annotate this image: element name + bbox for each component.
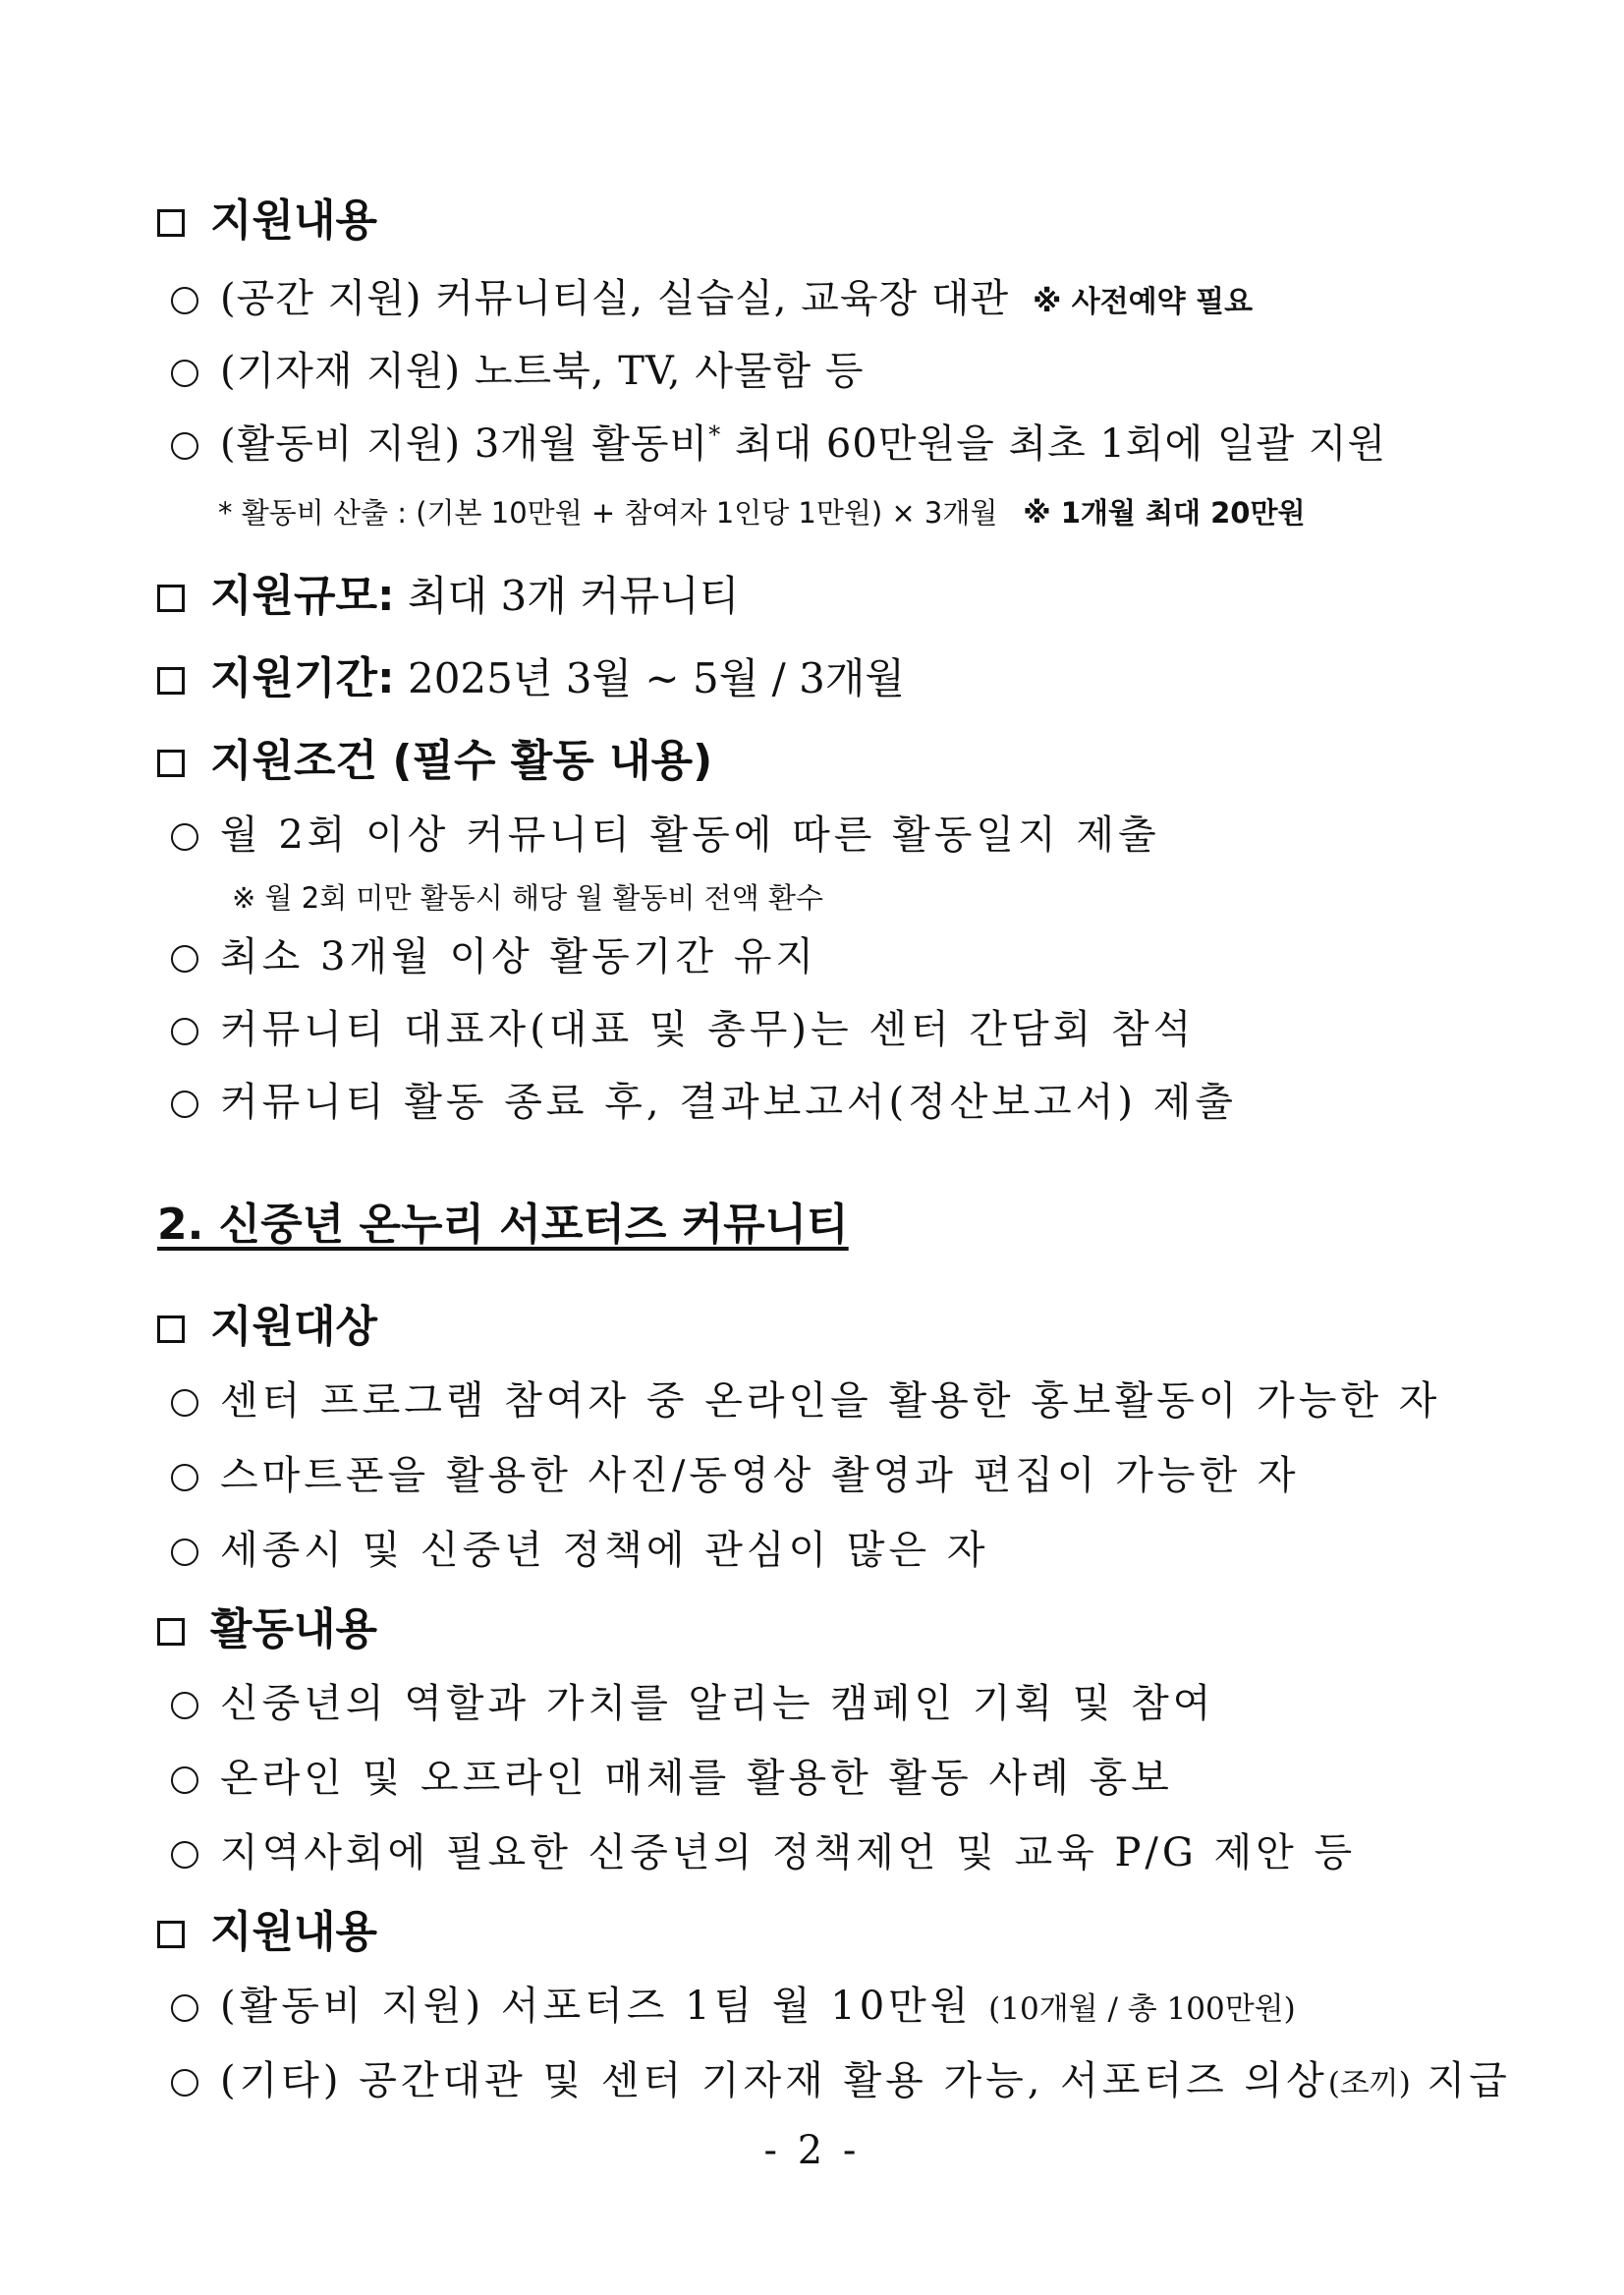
circle-bullet-icon — [171, 1692, 198, 1719]
list-item: (기타) 공간대관 및 센터 기자재 활용 가능, 서포터즈 의상(조끼) 지급 — [171, 2049, 1511, 2105]
list-item: (활동비 지원) 3개월 활동비* 최대 60만원을 최초 1회에 일괄 지원 — [171, 413, 1386, 469]
circle-bullet-icon — [171, 1464, 198, 1491]
section-support-content — [157, 185, 377, 248]
section-period: 지원기간: 2025년 3월 ~ 5월 / 3개월 — [157, 643, 905, 705]
section-conditions: 지원조건 (필수 활동 내용) — [157, 725, 712, 788]
list-item: 커뮤니티 활동 종료 후, 결과보고서(정산보고서) 제출 — [171, 1071, 1237, 1127]
checkbox-square-icon — [157, 1618, 185, 1646]
section-support: 지원내용 — [157, 1896, 377, 1959]
section-target: 지원대상 — [157, 1291, 377, 1354]
list-item: (기자재 지원) 노트북, TV, 사물함 등 — [171, 340, 864, 396]
circle-bullet-icon — [171, 1539, 198, 1566]
list-item: 신중년의 역할과 가치를 알리는 캠페인 기획 및 참여 — [171, 1672, 1214, 1728]
list-item: 커뮤니티 대표자(대표 및 총무)는 센터 간담회 참석 — [171, 998, 1195, 1054]
calc-note: * 활동비 산출 : (기본 10만원 + 참여자 1인당 1만원) × 3개월 ※ 1개월 최대 20만원 — [218, 496, 1306, 530]
circle-bullet-icon — [171, 432, 198, 460]
circle-bullet-icon — [171, 945, 198, 973]
list-item: (공간 지원) 커뮤니티실, 실습실, 교육장 대관 ※ 사전예약 필요 — [171, 267, 1253, 323]
circle-bullet-icon — [171, 1841, 198, 1869]
section-activities: 활동내용 — [157, 1594, 377, 1656]
checkbox-square-icon — [157, 1921, 185, 1948]
list-item: 지역사회에 필요한 신중년의 정책제언 및 교육 P/G 제안 등 — [171, 1821, 1356, 1877]
circle-bullet-icon — [171, 1389, 198, 1417]
section-scale: 지원규모: 최대 3개 커뮤니티 — [157, 560, 739, 623]
page-number: - 2 - — [763, 2128, 861, 2173]
refund-note: ※ 월 2회 미만 활동시 해당 월 활동비 전액 환수 — [232, 881, 823, 915]
list-item: 온라인 및 오프라인 매체를 활용한 활동 사례 홍보 — [171, 1747, 1173, 1803]
circle-bullet-icon — [171, 287, 198, 314]
section-heading: 2. 신중년 온누리 서포터즈 커뮤니티 — [157, 1200, 849, 1250]
circle-bullet-icon — [171, 360, 198, 387]
reservation-note: ※ 사전예약 필요 — [1033, 285, 1254, 319]
circle-bullet-icon — [171, 2069, 198, 2097]
list-item: 최소 3개월 이상 활동기간 유지 — [171, 925, 817, 981]
list-item: 스마트폰을 활용한 사진/동영상 촬영과 편집이 가능한 자 — [171, 1444, 1300, 1500]
circle-bullet-icon — [171, 823, 198, 851]
circle-bullet-icon — [171, 1018, 198, 1045]
list-item: (활동비 지원) 서포터즈 1팀 월 10만원 (10개월 / 총 100만원) — [171, 1975, 1296, 2031]
list-item: 세종시 및 신중년 정책에 관심이 많은 자 — [171, 1519, 989, 1575]
section-title: 지원내용 — [210, 196, 378, 246]
checkbox-square-icon — [157, 585, 185, 612]
circle-bullet-icon — [171, 1091, 198, 1118]
list-item: 월 2회 이상 커뮤니티 활동에 따른 활동일지 제출 — [171, 804, 1160, 860]
checkbox-square-icon — [157, 209, 185, 237]
circle-bullet-icon — [171, 1766, 198, 1794]
checkbox-square-icon — [157, 667, 185, 695]
checkbox-square-icon — [157, 1315, 185, 1343]
list-item: 센터 프로그램 참여자 중 온라인을 활용한 홍보활동이 가능한 자 — [171, 1370, 1440, 1426]
circle-bullet-icon — [171, 1994, 198, 2022]
checkbox-square-icon — [157, 750, 185, 777]
